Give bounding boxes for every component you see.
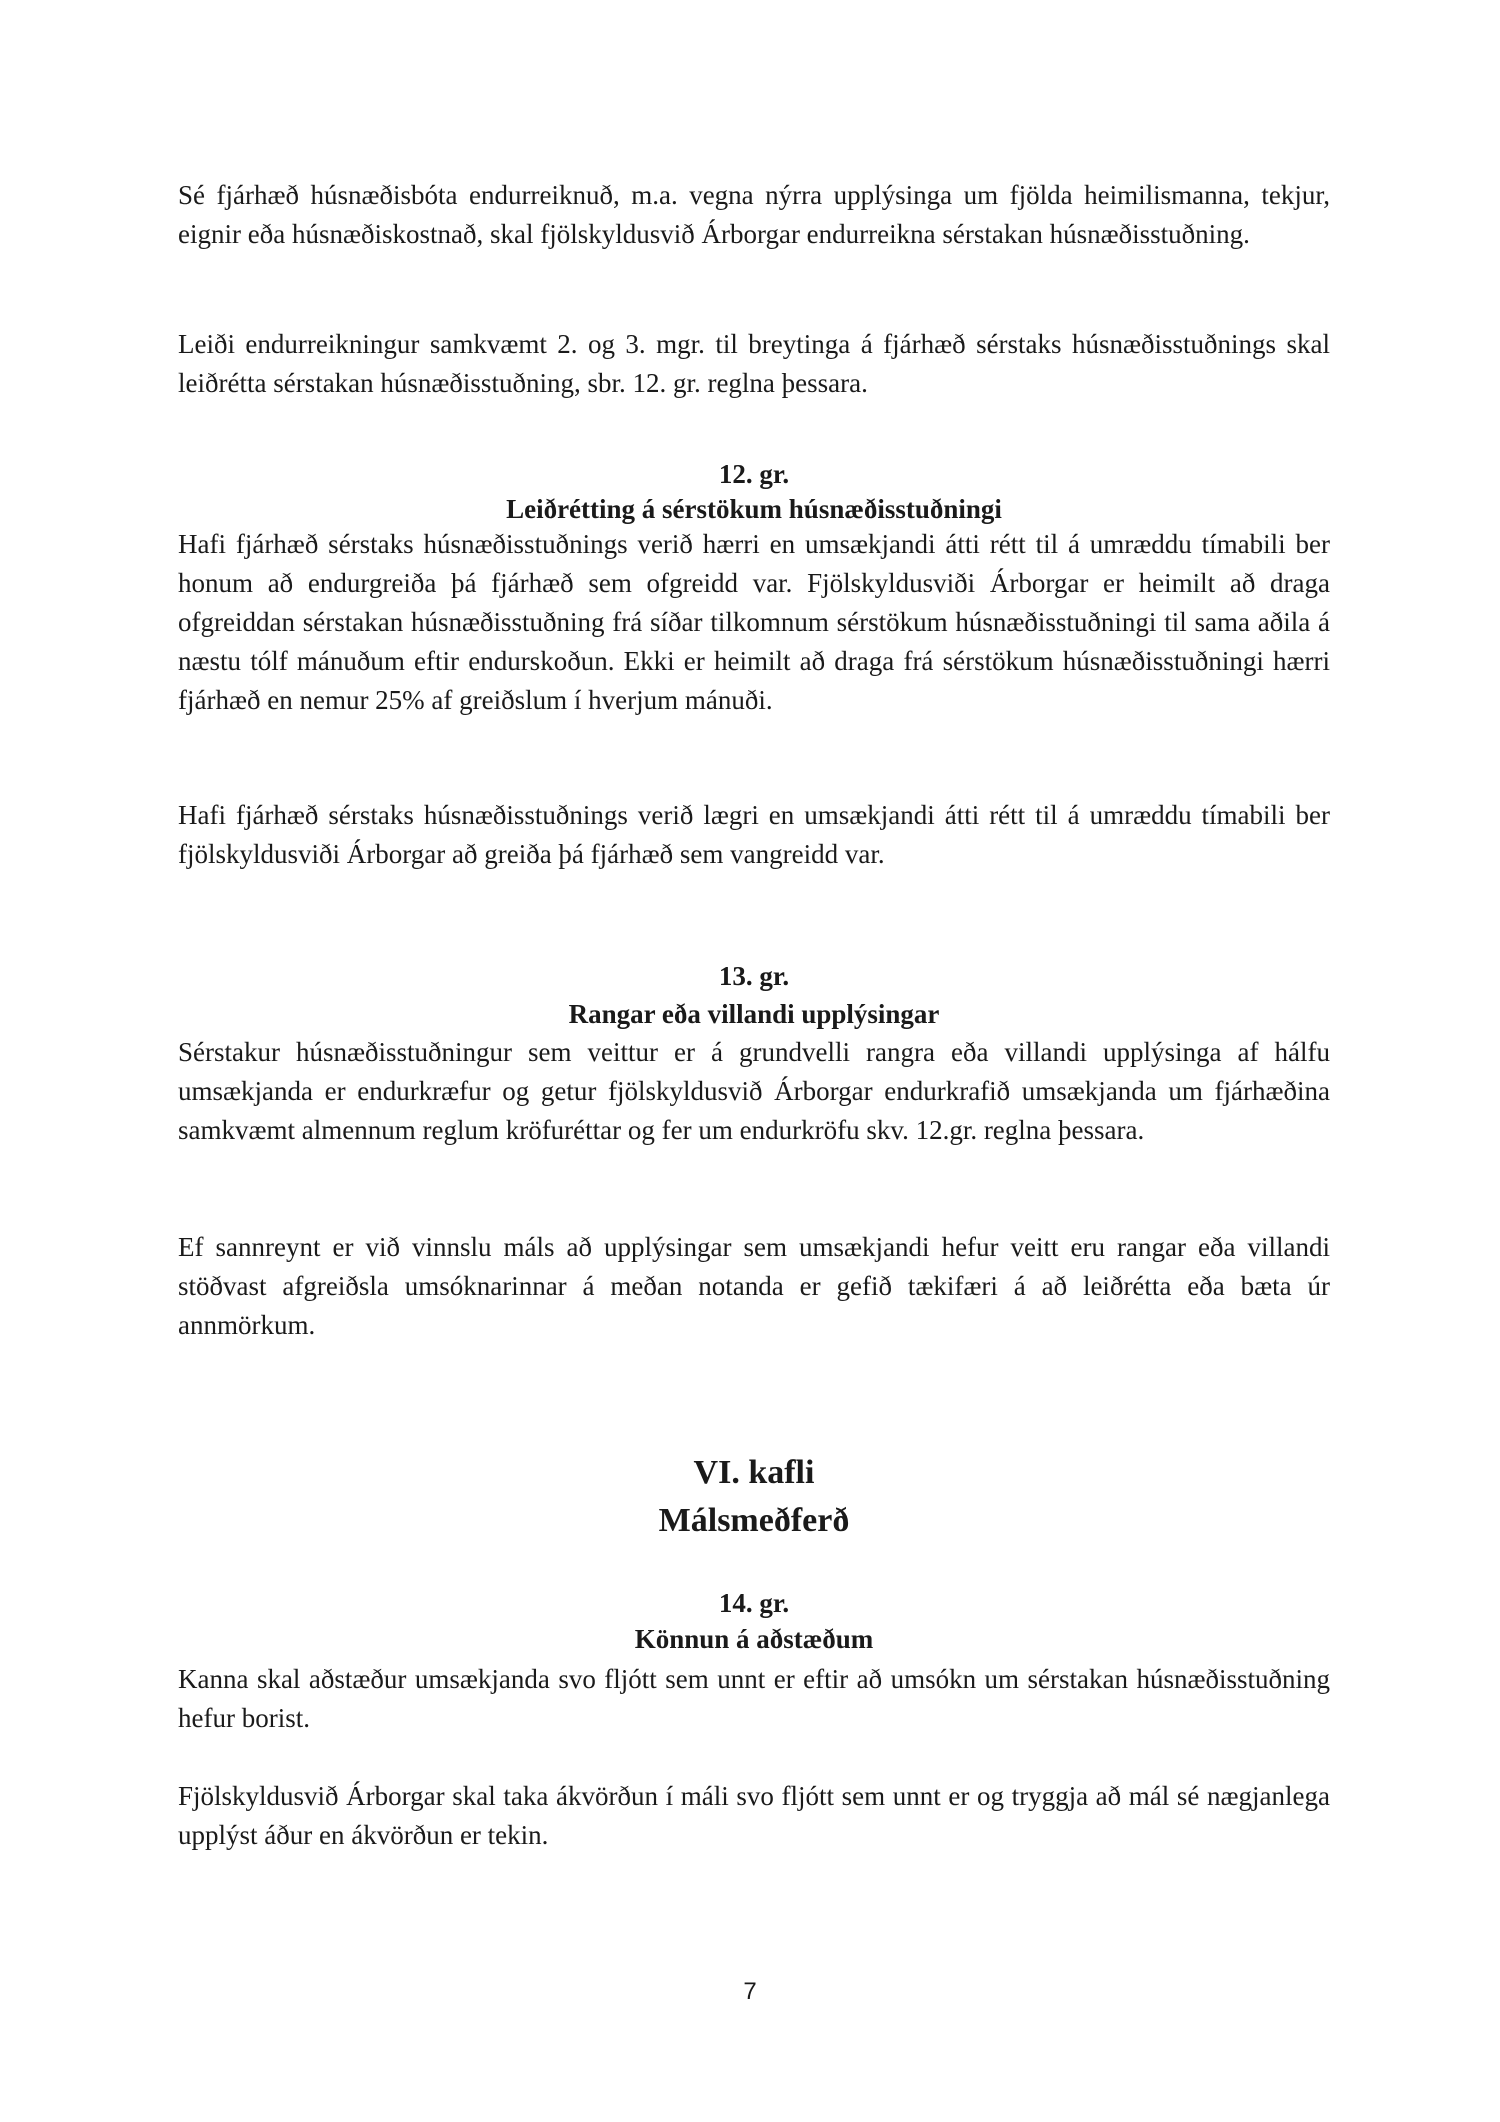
section-13-title: Rangar eða villandi upplýsingar — [568, 999, 940, 1029]
section-13-paragraph-2: Ef sannreynt er við vinnslu máls að upplýsingar sem umsækjandi hefur veitt eru rangar eða villandi stöðvast afgreiðsla umsóknarinnar á meðan notanda er gefið tækifæri á að leiðrétta eða bæta úr annmörkum. — [178, 1232, 1330, 1340]
section-14-paragraph-2: Fjölskyldusvið Árborgar skal taka ákvörðun í máli svo fljótt sem unnt er og tryggja að mál sé nægjanlega upplýst áður en ákvörðun er tekin. — [178, 1781, 1330, 1850]
section-13-number: 13. gr. — [718, 961, 790, 991]
section-14-title: Könnun á aðstæðum — [634, 1624, 874, 1654]
chapter-title: Málsmeðferð — [658, 1502, 850, 1539]
section-12-paragraph-2: Hafi fjárhæð sérstaks húsnæðisstuðnings verið lægri en umsækjandi átti rétt til á umræddu tímabili ber fjölskyldusviði Árborgar að greiða þá fjárhæð sem vangreidd var. — [178, 800, 1330, 869]
section-13-paragraph-1: Sérstakur húsnæðisstuðningur sem veittur er á grundvelli rangra eða villandi upplýsinga af hálfu umsækjanda er endurkræfur og getur fjölskyldusvið Árborgar endurkrafið umsækjanda um fjárhæðina samkvæmt almennum reglum kröfuréttar og fer um endurkröfu skv. 12.gr. reglna þessara. — [178, 1037, 1330, 1145]
chapter-number: VI. kafli — [693, 1454, 815, 1491]
paragraph-recalculation: Sé fjárhæð húsnæðisbóta endurreiknuð, m.a. vegna nýrra upplýsinga um fjölda heimilismanna, tekjur, eignir eða húsnæðiskostnað, skal fjölskyldusvið Árborgar endurreikna sérstakan húsnæðisstuðning. — [178, 180, 1330, 249]
page-number: 7 — [743, 1978, 757, 2005]
section-12-paragraph-1: Hafi fjárhæð sérstaks húsnæðisstuðnings verið hærri en umsækjandi átti rétt til á umræddu tímabili ber honum að endurgreiða þá fjárhæð sem ofgreidd var. Fjölskyldusviði Árborgar er heimilt að draga ofgreiddan sérstakan húsnæðisstuðning frá síðar tilkomnum sérstökum húsnæðisstuðningi til sama aðila á næstu tólf mánuðum eftir endurskoðun. Ekki er heimilt að draga frá sérstökum húsnæðisstuðningi hærri fjárhæð en nemur 25% af greiðslum í hverjum mánuði. — [178, 529, 1330, 715]
section-12-title: Leiðrétting á sérstökum húsnæðisstuðningi — [506, 494, 1002, 524]
section-12-number: 12. gr. — [718, 459, 790, 489]
section-14-number: 14. gr. — [718, 1588, 790, 1618]
paragraph-correction-reference: Leiði endurreikningur samkvæmt 2. og 3. mgr. til breytinga á fjárhæð sérstaks húsnæðisstuðnings skal leiðrétta sérstakan húsnæðisstuðning, sbr. 12. gr. reglna þessara. — [178, 329, 1330, 398]
section-14-paragraph-1: Kanna skal aðstæður umsækjanda svo fljótt sem unnt er eftir að umsókn um sérstakan húsnæðisstuðning hefur borist. — [178, 1664, 1330, 1733]
